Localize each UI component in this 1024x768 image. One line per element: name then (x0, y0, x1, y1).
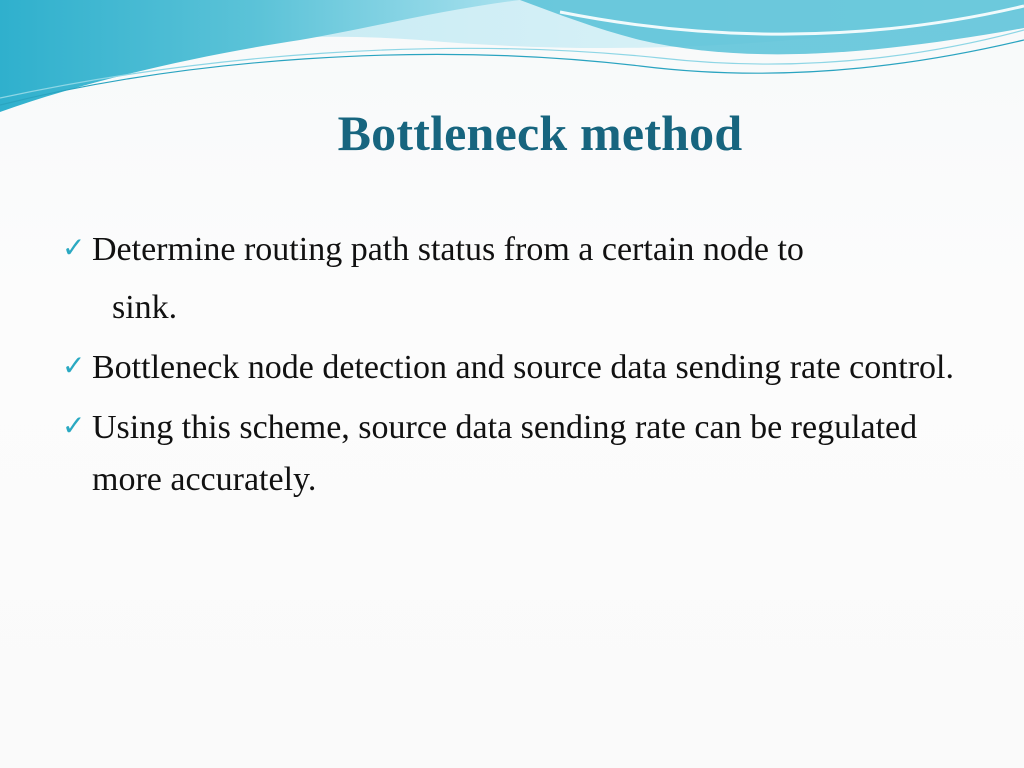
slide-title: Bottleneck method (337, 105, 743, 161)
bullet-item (62, 342, 962, 394)
bullet-text: Determine routing path status from a certain node to (92, 231, 804, 268)
bullet-item (62, 402, 962, 506)
check-icon: ✓ (62, 409, 86, 442)
bullet-text: Using this scheme, source data sending rate can be regulated more accurately. (92, 409, 918, 498)
bullet-list (62, 224, 962, 514)
bullet-text: Bottleneck node detection and source data sending rate control. (92, 349, 954, 386)
bullet-item (62, 224, 962, 334)
bullet-text-continued: sink. (112, 289, 178, 326)
check-icon: ✓ (62, 349, 86, 382)
check-icon: ✓ (62, 231, 86, 264)
